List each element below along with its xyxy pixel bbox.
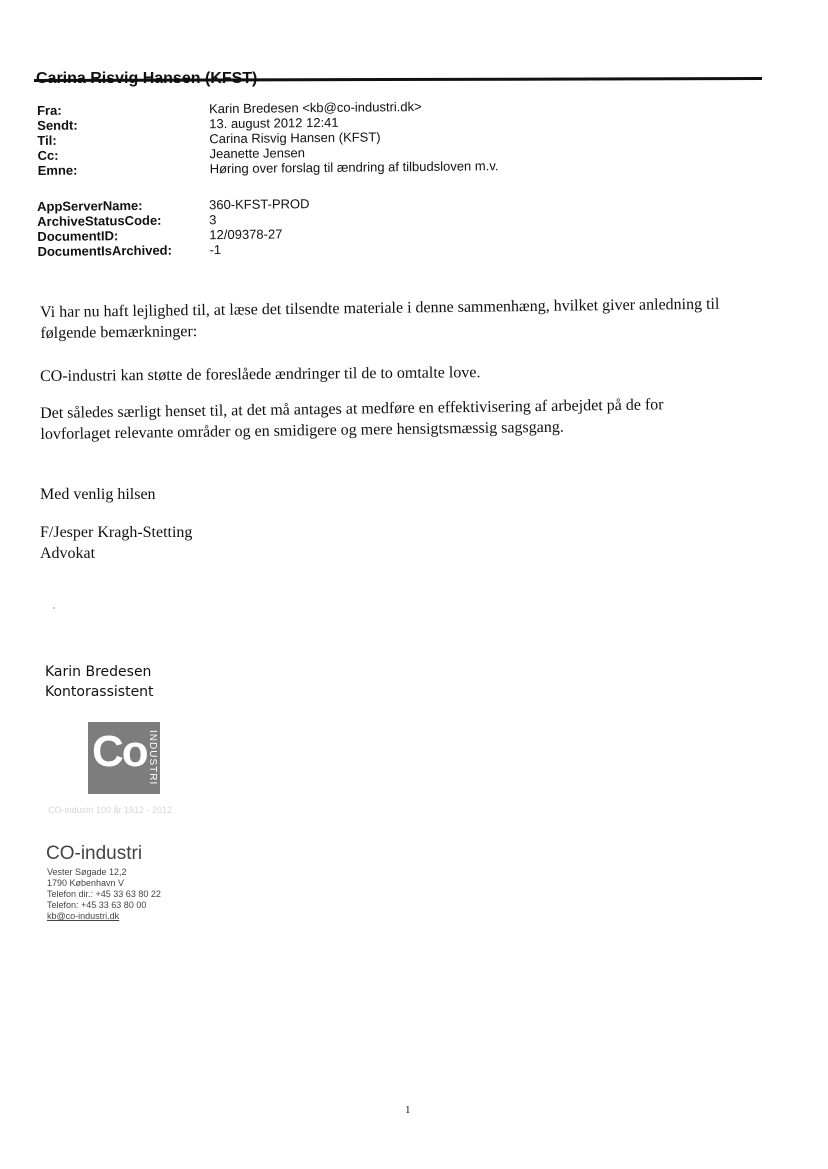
co-industri-logo: [88, 722, 160, 794]
signer-name: F/Jesper Kragh-Stetting: [40, 524, 193, 541]
meta-value: -1: [209, 242, 222, 258]
email-signature: [45, 662, 154, 702]
body-line: Det således særligt henset til, at det må antages at medføre en effektivisering af arbejdet på de for: [40, 396, 664, 422]
address-street: Vester Søgade 12,2: [47, 867, 127, 877]
signer-title: Advokat: [40, 545, 96, 562]
meta-value: Karin Bredesen <kb@co-industri.dk>: [208, 98, 422, 117]
company-name: CO-industri: [46, 843, 143, 864]
body-paragraph-support: [40, 362, 481, 387]
meta-label: Fra:: [36, 102, 62, 118]
phone-main: Telefon: +45 33 63 80 00: [47, 900, 147, 910]
archive-meta-block: [36, 196, 310, 260]
meta-value: Carina Risvig Hansen (KFST): [209, 129, 381, 147]
meta-label: Cc:: [37, 147, 59, 163]
meta-label: AppServerName:: [36, 197, 143, 214]
page-number: 1: [405, 1104, 411, 1116]
body-line: Vi har nu haft lejlighed til, at læse det tilsendte materiale i denne sammenhæng, hvilket giver anledning til: [40, 295, 720, 321]
meta-value: 13. august 2012 12:41: [209, 114, 339, 132]
email-meta-block: [36, 98, 499, 179]
meta-label: Emne:: [37, 162, 78, 178]
meta-value: Høring over forslag til ændring af tilbudsloven m.v.: [209, 158, 499, 177]
header-rule: [34, 77, 762, 82]
scan-speck: [53, 607, 55, 609]
meta-value: Jeanette Jensen: [209, 145, 306, 162]
body-line: følgende bemærkninger:: [40, 323, 198, 342]
meta-label: DocumentID:: [37, 228, 119, 244]
phone-direct: Telefon dir.: +45 33 63 80 22: [47, 889, 161, 899]
meta-value: 3: [209, 212, 217, 228]
meta-label: Sendt:: [37, 117, 78, 133]
body-paragraph-intro: [40, 294, 720, 344]
meta-label: ArchiveStatusCode:: [37, 212, 162, 229]
address-city: 1790 København V: [47, 878, 125, 888]
company-address: [47, 867, 161, 922]
body-line: CO-industri kan støtte de foreslåede ændringer til de to omtalte love.: [40, 364, 481, 385]
email-link[interactable]: kb@co-industri.dk: [47, 911, 120, 921]
logo-caption: CO-industri 100 år 1912 - 2012: [48, 805, 173, 815]
signature-name: Karin Bredesen: [45, 664, 152, 680]
body-paragraph-reason: [40, 394, 664, 445]
signature-title: Kontorassistent: [45, 684, 154, 700]
logo-side-text: INDUSTRI: [147, 730, 158, 786]
meta-value: 12/09378-27: [209, 226, 283, 243]
signer-block: [40, 522, 192, 564]
meta-value: 360-KFST-PROD: [208, 196, 310, 213]
meta-label: Til:: [37, 132, 57, 148]
logo-letters: Co: [92, 727, 147, 776]
meta-label: DocumentIsArchived:: [37, 242, 172, 259]
body-line: lovforlaget relevante områder og en smidigere og mere hensigtsmæssig sagsgang.: [40, 418, 564, 443]
closing-greeting: Med venlig hilsen: [40, 486, 156, 503]
